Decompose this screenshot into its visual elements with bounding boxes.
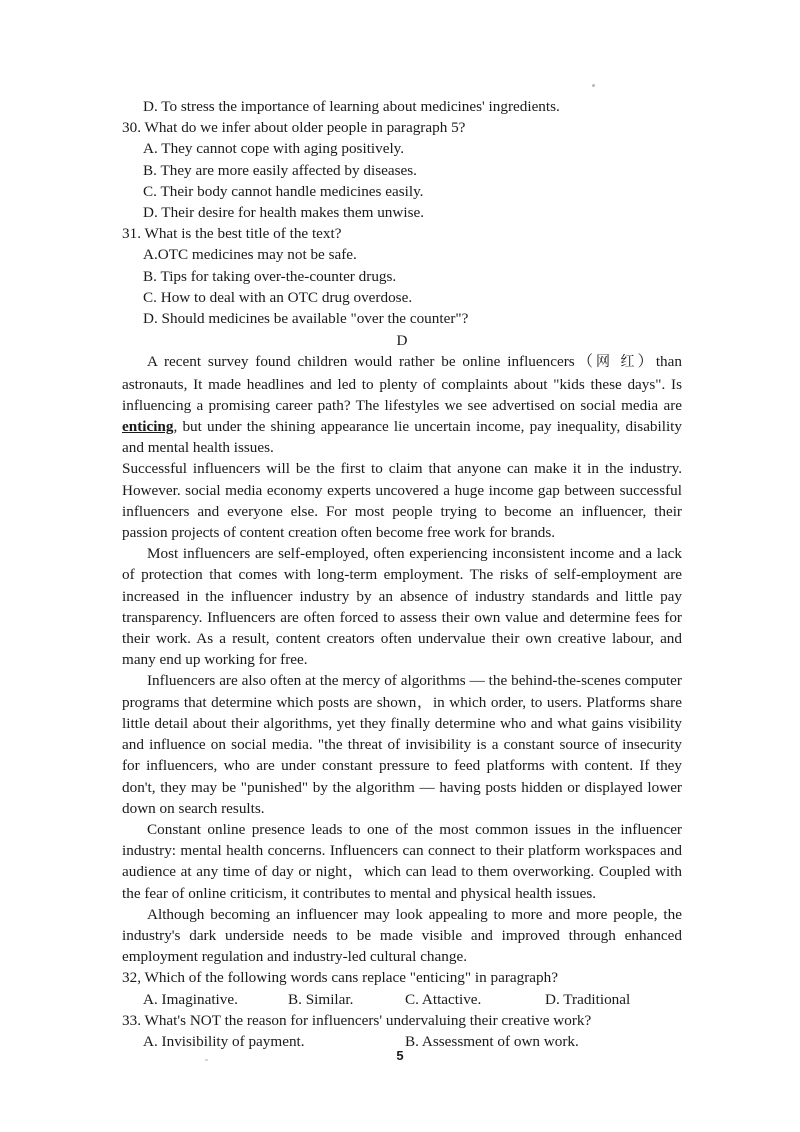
q30-stem: 30. What do we infer about older people in paragraph 5? [122,119,466,137]
page-number: 5 [396,1048,404,1063]
q32-option-b: B. Similar. [288,990,354,1008]
q33-option-a: A. Invisibility of payment. [143,1032,305,1050]
q32-option-d: D. Traditional [545,990,631,1008]
q33-option-b: B. Assessment of own work. [405,1032,579,1050]
passage-paragraph-6: Although becoming an influencer may look appealing to more and more people, the industry's dark underside needs to be made visible and improved through enhanced employment regulation and industry-led cultural change. [122,905,682,966]
q29-option-d: D. To stress the importance of learning about medicines' ingredients. [143,98,560,115]
passage-paragraph-4: Influencers are also often at the mercy of algorithms — the behind-the-scenes computer programs that determine which posts are shown，in which order, to users. Platforms share little detail about their algorithms, yet they finally determine who and what gains visibility and influence on social media. "the threat of invisibility is a constant source of insecurity for influencers, who are under constant pressure to feed platforms with content. If they don't, they may be "punished" by the algorithm — having posts hidden or displayed lower down on search results. [122,672,682,817]
q33-stem: 33. What's NOT the reason for influencers' undervaluing their creative work? [122,1011,592,1029]
passage-paragraph-1 [122,351,682,458]
passage-paragraph-3: Most influencers are self-employed, often experiencing inconsistent income and a lack of protection that comes with long-term employment. The risks of self-employment are increased in the influencer industry by an absence of industry standards and little pay transparency. Influencers are often forced to assess their own value and determine fees for their work. As a result, content creators often undervalue their own creative labour, and many end up working for free. [122,545,682,669]
passage-section-label: D [396,332,408,350]
passage-p1-emphasis-enticing: enticing [122,418,174,436]
q31-stem: 31. What is the best title of the text? [122,225,342,243]
q32-option-c: C. Attactive. [405,990,482,1008]
q31-option-a: A.OTC medicines may not be safe. [143,246,357,264]
passage-paragraph-2: Successful influencers will be the first to claim that anyone can make it in the industry. However. social media economy experts uncovered a huge income gap between successful influencers and everyone else. For most people trying to become an influencer, their passion projects of content creation often become free work for brands. [122,460,682,542]
q31-option-c: C. How to deal with an OTC drug overdose. [143,288,413,306]
q32-stem: 32, Which of the following words cans replace "enticing" in paragraph? [122,969,558,987]
q30-option-a: A. They cannot cope with aging positively. [143,140,405,158]
q31-option-d: D. Should medicines be available "over the counter"? [143,310,469,328]
scan-artifact-speck-top [592,84,595,87]
passage-p1-cjk-term: 网 红 [595,354,638,371]
page-content [122,96,682,1052]
passage-p1-run3: , but under the shining appearance lie uncertain income, pay inequality, disability and mental health issues. [122,418,682,457]
q32-option-a: A. Imaginative. [143,990,238,1008]
q32-options-row [122,989,682,1010]
passage-p1-run1: A recent survey found children would rather be online influencers（ [147,353,596,371]
q31-option-b: B. Tips for taking over-the-counter drugs. [143,267,397,285]
q30-option-d: D. Their desire for health makes them unwise. [143,204,425,222]
q30-option-c: C. Their body cannot handle medicines easily. [143,182,424,200]
passage-p1-run2: ）than astronauts, It made headlines and led to plenty of complaints about "kids these days". Is influencing a promising career path? The lifestyles we see advertised on social media are [122,353,682,414]
passage-paragraph-5: Constant online presence leads to one of the most common issues in the influencer industry: mental health concerns. Influencers can connect to their platform workspaces and audience at any time of day or night，which can lead to them overworking. Coupled with the fear of online criticism, it contributes to mental and physical health issues. [122,820,682,902]
q30-option-b: B. They are more easily affected by diseases. [143,161,417,179]
